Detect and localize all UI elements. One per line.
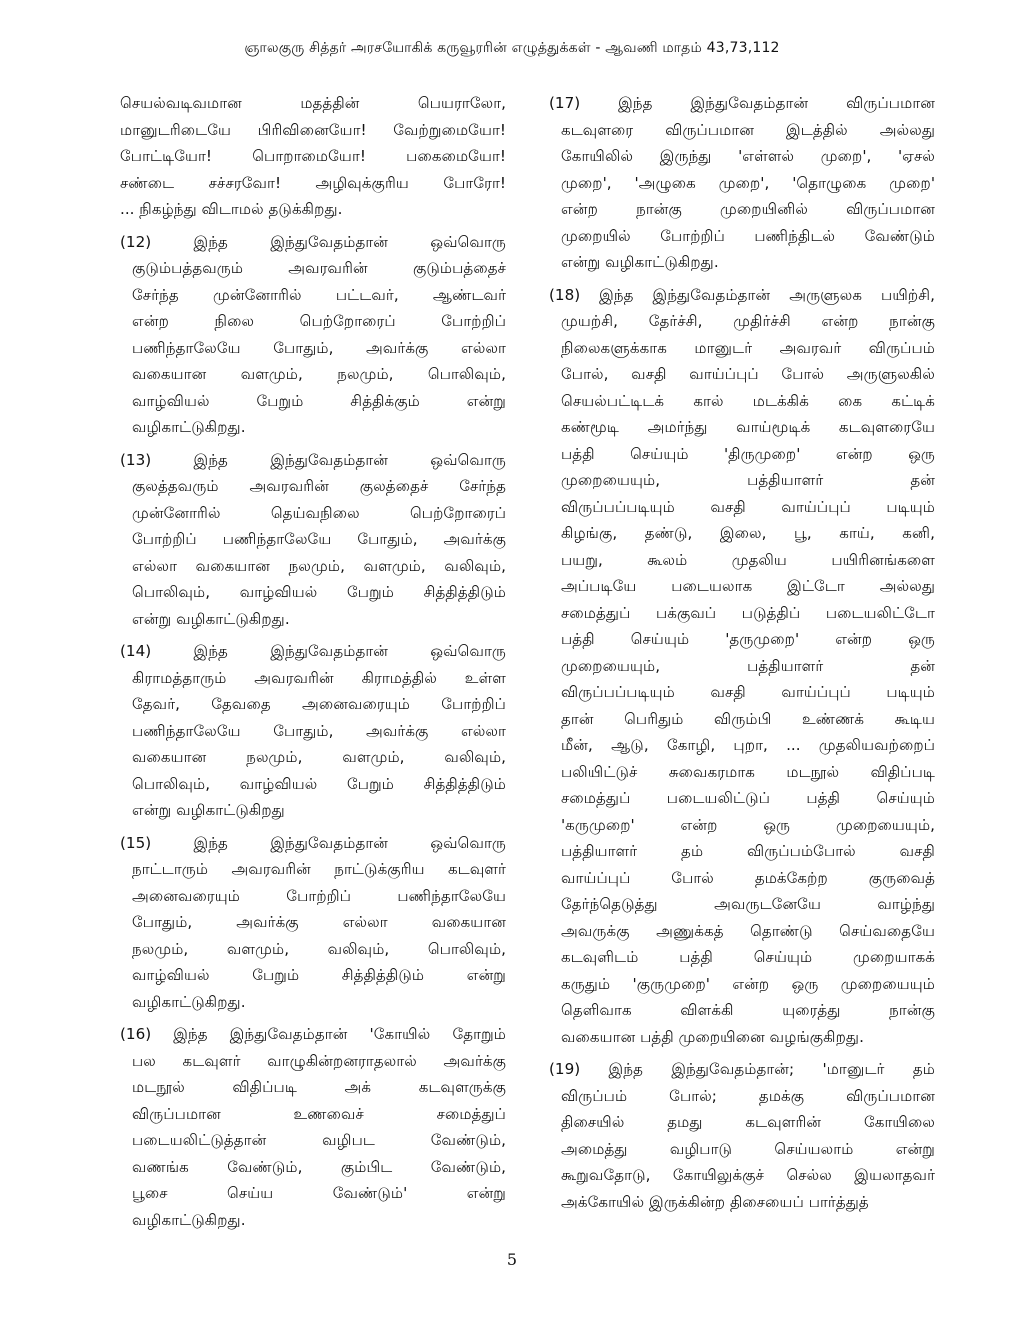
text-line: போற்றிப் பணிந்தாலேயே போதும், அவர்க்கு [132, 530, 506, 548]
text-line: 'கருமுறை' என்ற ஒரு முறையையும், [561, 815, 935, 834]
text-line: என்று வழிகாட்டுகிறது. [132, 609, 290, 628]
text-line: மானுடரிடையே பிரிவினையோ! வேற்றுமையோ! [120, 120, 506, 139]
text-line: அனைவரையும் போற்றிப் பணிந்தாலேயே [132, 886, 506, 905]
running-header: ஞாலகுரு சித்தர் அரசயோகிக் கருவூரரின் எழுத்துக்கள் - ஆவணி மாதம் 43,73,112 [244, 40, 780, 56]
text-line: மடநூல் விதிப்படி அக் கடவுளருக்கு [132, 1078, 506, 1096]
text-line: பல கடவுளர் வாழுகின்றனராதலால் அவர்க்கு [132, 1051, 506, 1070]
text-line: வாய்ப்புப் போல் தமக்கேற்ற குருவைத் [561, 868, 935, 887]
paragraph [549, 90, 935, 276]
text-line: அவருக்கு அணுக்கத் தொண்டு செய்வதையே [561, 921, 935, 940]
text-line: (16) இந்த இந்துவேதம்தான் 'கோயில் தோறும் [120, 1025, 506, 1043]
text-line: (13) இந்த இந்துவேதம்தான் ஒவ்வொரு [120, 450, 506, 469]
text-line: முன்னோரில் தெய்வநிலை பெற்றோரைப் [132, 503, 506, 522]
text-line: சமைத்துப் பக்குவப் படுத்திப் படையலிட்டோ [561, 603, 935, 622]
text-line: சண்டை சச்சரவோ! அழிவுக்குரிய போரோ! [120, 173, 506, 192]
text-line: முறையையும், பத்தியாளர் தன் [561, 656, 935, 675]
text-line: முறையையும், பத்தியாளர் தன் [561, 471, 935, 489]
text-line: (17) இந்த இந்துவேதம்தான் விருப்பமான [549, 94, 935, 112]
paragraph [120, 447, 506, 633]
text-line: சேர்ந்த முன்னோரில் பட்டவர், ஆண்டவர் [132, 285, 506, 304]
text-line: வாழ்வியல் பேறும் சித்தித்திடும் என்று [132, 966, 506, 984]
paragraph [120, 638, 506, 824]
text-line: முறை', 'அழுகை முறை', 'தொழுகை முறை' [561, 173, 935, 192]
text-line: பொலிவும், வாழ்வியல் பேறும் சித்தித்திடும் [132, 583, 506, 601]
text-line: வழிகாட்டுகிறது. [132, 992, 246, 1011]
text-line: விருப்பமான உணவைச் சமைத்துப் [132, 1104, 506, 1123]
paragraph [120, 830, 506, 1016]
text-line: கடவுளிடம் பத்தி செய்யும் முறையாகக் [561, 948, 935, 966]
text-line: பொலிவும், வாழ்வியல் பேறும் சித்தித்திடும் [132, 774, 506, 793]
text-line: (18) இந்த இந்துவேதம்தான் அருளுலக பயிற்சி, [549, 285, 935, 304]
text-line: வழிகாட்டுகிறது. [132, 418, 246, 436]
text-line: படையலிட்டுத்தான் வழிபட வேண்டும், [132, 1131, 506, 1149]
text-line: பயறு, கூலம் முதலிய பயிரினங்களை [561, 550, 935, 569]
text-line: குடும்பத்தவரும் அவரவரின் குடும்பத்தைச் [132, 259, 506, 277]
left-column [120, 90, 506, 1239]
text-line: மீன், ஆடு, கோழி, புறா, ... முதலியவற்றைப் [561, 736, 935, 754]
text-line: தேவர், தேவதை அனைவரையும் போற்றிப் [132, 695, 506, 713]
text-line: தான் பெரிதும் விரும்பி உண்ணக் கூடிய [561, 709, 935, 728]
paragraph [120, 90, 506, 223]
text-line: குலத்தவரும் அவரவரின் குலத்தைச் சேர்ந்த [132, 477, 506, 495]
text-line: கிராமத்தாரும் அவரவரின் கிராமத்தில் உள்ள [132, 668, 506, 687]
text-line: (12) இந்த இந்துவேதம்தான் ஒவ்வொரு [120, 232, 506, 251]
text-line: ... நிகழ்ந்து விடாமல் தடுக்கிறது. [120, 200, 343, 218]
text-line: எல்லா வகையான நலமும், வளமும், வலிவும், [132, 556, 506, 575]
text-line: (19) இந்த இந்துவேதம்தான்; 'மானுடர் தம் [549, 1060, 935, 1078]
paragraph [549, 1056, 935, 1215]
text-line: விருப்பப்படியும் வசதி வாய்ப்புப் படியும் [561, 497, 935, 516]
text-line: செயல்வடிவமான மதத்தின் பெயராலோ, [120, 94, 506, 112]
text-line: என்ற நிலை பெற்றோரைப் போற்றிப் [132, 312, 506, 330]
text-line: நாட்டாரும் அவரவரின் நாட்டுக்குரிய கடவுளர் [132, 860, 506, 878]
text-line: போதும், அவர்க்கு எல்லா வகையான [132, 913, 506, 931]
text-line: திசையில் தமது கடவுளரின் கோயிலை [561, 1113, 935, 1131]
text-line: அக்கோயில் இருக்கின்ற திசையைப் பார்த்துத் [561, 1192, 869, 1211]
page-number: 5 [506, 1250, 518, 1269]
text-line: போட்டியோ! பொறாமையோ! பகைமையோ! [120, 147, 506, 165]
text-line: கருதும் 'குருமுறை' என்ற ஒரு முறையையும் [561, 974, 935, 993]
text-line: வகையான நலமும், வளமும், வலிவும், [132, 748, 506, 766]
text-line: (14) இந்த இந்துவேதம்தான் ஒவ்வொரு [120, 642, 506, 660]
text-line: பூசை செய்ய வேண்டும்' என்று [132, 1184, 506, 1202]
text-line: கண்மூடி அமர்ந்து வாய்மூடிக் கடவுளரையே [561, 418, 935, 436]
text-line: பத்தி செய்யும் 'தருமுறை' என்ற ஒரு [561, 630, 935, 648]
right-column [549, 90, 935, 1221]
text-line: (15) இந்த இந்துவேதம்தான் ஒவ்வொரு [120, 833, 506, 852]
text-line: அப்படியே படையலாக இட்டோ அல்லது [561, 577, 935, 595]
text-line: கோயிலில் இருந்து 'எள்ளல் முறை', 'ஏசல் [561, 147, 935, 165]
text-line: நலமும், வளமும், வலிவும், பொலிவும், [132, 939, 506, 958]
text-line: என்று வழிகாட்டுகிறது. [561, 253, 719, 271]
paragraph [549, 282, 935, 1051]
text-line: கூறுவதோடு, கோயிலுக்குச் செல்ல இயலாதவர் [561, 1166, 935, 1184]
text-line: வழிகாட்டுகிறது. [132, 1210, 246, 1229]
paragraph [120, 229, 506, 441]
text-line: முறையில் போற்றிப் பணிந்திடல் வேண்டும் [561, 226, 935, 245]
text-line: வகையான பத்தி முறையினை வழங்குகிறது. [561, 1027, 864, 1046]
text-line: செயல்பட்டிடக் கால் மடக்கிக் கை கட்டிக் [561, 391, 935, 410]
text-line: அமைத்து வழிபாடு செய்யலாம் என்று [561, 1139, 935, 1158]
text-line: நிலைகளுக்காக மானுடர் அவரவர் விருப்பம் [561, 338, 935, 357]
text-line: விருப்பப்படியும் வசதி வாய்ப்புப் படியும் [561, 683, 935, 701]
paragraph [120, 1021, 506, 1233]
text-line: சமைத்துப் படையலிட்டுப் பத்தி செய்யும் [561, 789, 935, 807]
text-line: வணங்க வேண்டும், கும்பிட வேண்டும், [132, 1157, 506, 1176]
text-line: பலியிட்டுச் சுவைகரமாக மடநூல் விதிப்படி [561, 762, 935, 781]
text-line: பணிந்தாலேயே போதும், அவர்க்கு எல்லா [132, 338, 506, 357]
text-line: கடவுளரை விருப்பமான இடத்தில் அல்லது [561, 120, 935, 139]
text-line: பணிந்தாலேயே போதும், அவர்க்கு எல்லா [132, 721, 506, 740]
text-line: வகையான வளமும், நலமும், பொலிவும், [132, 365, 506, 383]
text-line: தேர்ந்தெடுத்து அவருடனேயே வாழ்ந்து [561, 895, 935, 913]
text-line: பத்தியாளர் தம் விருப்பம்போல் வசதி [561, 842, 935, 860]
text-line: பத்தி செய்யும் 'திருமுறை' என்ற ஒரு [561, 444, 935, 463]
text-line: விருப்பம் போல்; தமக்கு விருப்பமான [561, 1086, 935, 1105]
text-line: கிழங்கு, தண்டு, இலை, பூ, காய், கனி, [561, 524, 935, 542]
text-line: என்ற நான்கு முறையினில் விருப்பமான [561, 200, 935, 218]
text-line: என்று வழிகாட்டுகிறது [132, 801, 285, 819]
text-line: முயற்சி, தேர்ச்சி, முதிர்ச்சி என்ற நான்கு [561, 312, 935, 330]
text-line: வாழ்வியல் பேறும் சித்திக்கும் என்று [132, 391, 506, 410]
text-line: போல், வசதி வாய்ப்புப் போல் அருளுலகில் [561, 365, 935, 383]
text-line: தெளிவாக விளக்கி யுரைத்து நான்கு [561, 1001, 935, 1019]
